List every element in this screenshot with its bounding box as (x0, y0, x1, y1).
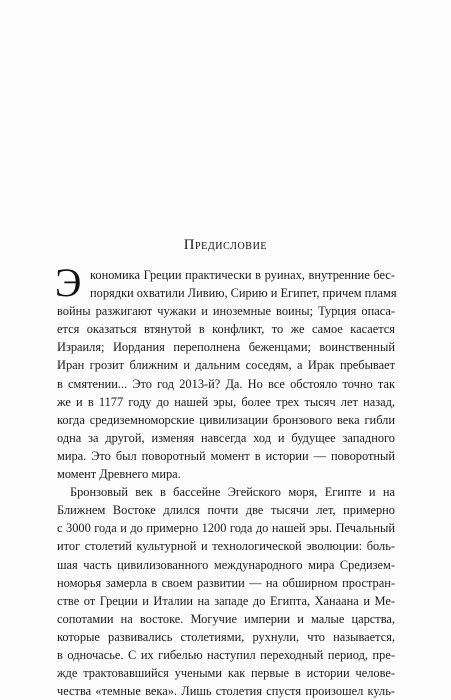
text-line: Иран грозит ближним и дальним соседям, а Ирак пребывает (57, 358, 395, 373)
text-line: с 3000 года и до примерно 1200 года до нашей эры. Печальный (57, 521, 395, 536)
text-line: в одночасье. С их гибелью наступил переходный период, пре- (57, 647, 395, 662)
chapter-heading: Предисловие (183, 237, 268, 253)
text-line: стве от Греции и Италии на западе до Египта, Ханаана и Ме- (57, 593, 395, 608)
text-line: жде трактовавшийся учеными как первые в истории челове- (57, 666, 395, 681)
text-line: Бронзовый век в бассейне Эгейского моря, Египте и на (70, 485, 395, 500)
paragraph-1 (55, 260, 397, 483)
text-line: в смятении... Это год 2013-й? Да. Но все обстояло точно так (57, 376, 395, 391)
text-line: одна за другой, изменяя навсегда ход и будущее западного (57, 430, 395, 445)
text-line: порядки охватили Ливию, Сирию и Египет, причем пламя (90, 286, 397, 301)
text-line: сопотамии на востоке. Могучие империи и малые царства, (57, 611, 395, 626)
text-line: чества «темные века». Лишь столетия спустя произошел куль- (57, 684, 395, 699)
paragraph-2 (57, 483, 395, 700)
text-line: Израиля; Иордания переполнена беженцами; воинственный (57, 340, 395, 355)
text-line: которые развивались столетиями, рухнули, что называется, (57, 629, 395, 644)
body-text (55, 260, 397, 700)
text-line: номорья замерла в своем развитии — на обширном простран- (57, 575, 395, 590)
text-line: когда средиземноморские цивилизации бронзового века гибли (57, 412, 395, 427)
text-line: Ближнем Востоке длился почти две тысячи лет, примерно (57, 503, 395, 518)
text-line: ется оказаться втянутой в конфликт, то же самое касается (57, 322, 395, 337)
text-line: войны разжигают чужаки и иноземные воины; Турция опаса- (57, 304, 395, 319)
text-line: итог столетий культурной и технологической эволюции: боль- (57, 539, 395, 554)
text-line: же и в 1177 году до нашей эры, более трех тысяч лет назад, (57, 394, 395, 409)
drop-cap-letter: Э (55, 260, 82, 305)
text-line: кономика Греции практически в руинах, внутренние бес- (90, 268, 395, 282)
text-line: шая часть цивилизованного международного мира Средизем- (57, 557, 395, 572)
text-line: момент Древнего мира. (57, 467, 181, 482)
text-line: мира. Это был поворотный момент в истории — поворотный (57, 448, 395, 463)
